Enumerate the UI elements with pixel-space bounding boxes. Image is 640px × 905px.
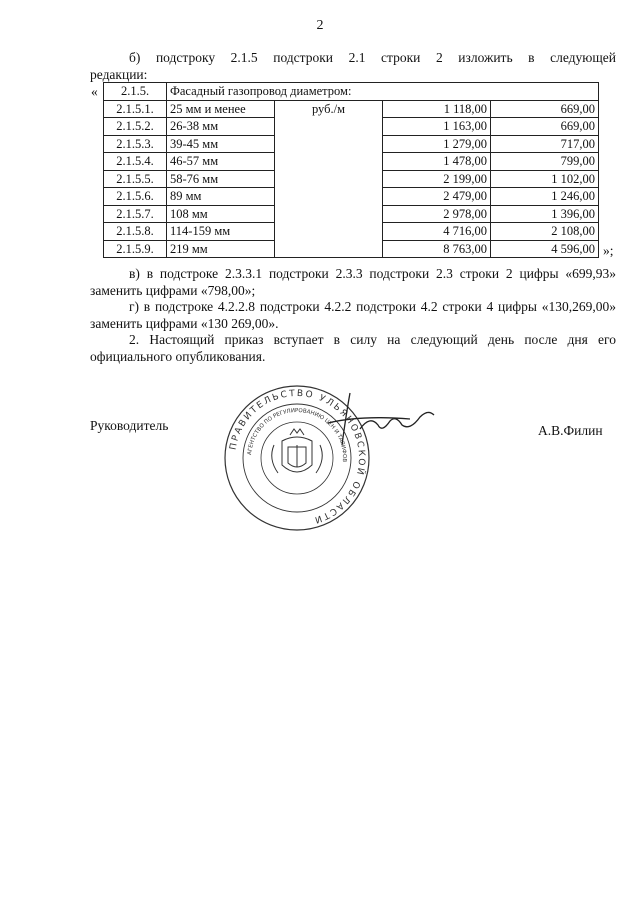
- signer-name: А.В.Филин: [538, 423, 603, 438]
- table-header-code: 2.1.5.: [104, 83, 167, 101]
- row-diameter: 26-38 мм: [167, 118, 275, 136]
- row-diameter: 89 мм: [167, 188, 275, 206]
- tariff-table: [103, 82, 599, 258]
- row-value-1: 4 716,00: [383, 223, 491, 241]
- handwritten-signature: [320, 385, 450, 455]
- row-code: 2.1.5.1.: [104, 100, 167, 118]
- row-value-1: 2 978,00: [383, 205, 491, 223]
- row-diameter: 39-45 мм: [167, 135, 275, 153]
- row-value-1: 2 479,00: [383, 188, 491, 206]
- row-diameter: 114-159 мм: [167, 223, 275, 241]
- row-diameter: 46-57 мм: [167, 153, 275, 171]
- row-diameter: 25 мм и менее: [167, 100, 275, 118]
- quote-open-mark: «: [91, 84, 98, 99]
- table-row: [104, 100, 599, 118]
- paragraph-b-line2: редакции:: [90, 67, 148, 82]
- quote-close-mark: »;: [603, 243, 614, 258]
- row-value-1: 1 163,00: [383, 118, 491, 136]
- unit-cell: руб./м: [275, 100, 383, 258]
- row-value-2: 799,00: [491, 153, 599, 171]
- table-header-row: [104, 83, 599, 101]
- row-code: 2.1.5.6.: [104, 188, 167, 206]
- row-diameter: 58-76 мм: [167, 170, 275, 188]
- row-value-2: 2 108,00: [491, 223, 599, 241]
- row-value-2: 1 246,00: [491, 188, 599, 206]
- coat-of-arms-icon: [272, 429, 323, 473]
- row-code: 2.1.5.8.: [104, 223, 167, 241]
- page-number: 2: [316, 18, 324, 33]
- row-value-1: 2 199,00: [383, 170, 491, 188]
- row-value-2: 1 102,00: [491, 170, 599, 188]
- row-code: 2.1.5.5.: [104, 170, 167, 188]
- row-value-1: 1 279,00: [383, 135, 491, 153]
- row-code: 2.1.5.2.: [104, 118, 167, 136]
- seal-outer-text: ПРАВИТЕЛЬСТВО УЛЬЯНОВСКОЙ ОБЛАСТИ: [228, 388, 367, 525]
- paragraph-v: в) в подстроке 2.3.3.1 подстроки 2.3.3 подстроки 2.3 строки 2 цифры «699,93» заменить цифрами «798,00»;: [90, 266, 616, 298]
- paragraph-g: г) в подстроке 4.2.2.8 подстроки 4.2.2 подстроки 4.2 строки 4 цифры «130,269,00» заменить цифрами «130 269,00».: [90, 299, 616, 331]
- row-diameter: 219 мм: [167, 240, 275, 258]
- row-value-2: 4 596,00: [491, 240, 599, 258]
- row-code: 2.1.5.4.: [104, 153, 167, 171]
- paragraph-b-line1: б) подстроку 2.1.5 подстроки 2.1 строки 2 изложить в следующей: [129, 50, 616, 65]
- signer-title: Руководитель: [90, 418, 169, 433]
- row-value-2: 669,00: [491, 100, 599, 118]
- table-header-title: Фасадный газопровод диаметром:: [167, 83, 599, 101]
- row-code: 2.1.5.9.: [104, 240, 167, 258]
- row-value-1: 8 763,00: [383, 240, 491, 258]
- row-value-1: 1 478,00: [383, 153, 491, 171]
- row-code: 2.1.5.3.: [104, 135, 167, 153]
- row-value-2: 669,00: [491, 118, 599, 136]
- row-diameter: 108 мм: [167, 205, 275, 223]
- row-value-2: 717,00: [491, 135, 599, 153]
- row-value-2: 1 396,00: [491, 205, 599, 223]
- seal-inner-text: АГЕНТСТВО ПО РЕГУЛИРОВАНИЮ ЦЕН И ТАРИФОВ: [247, 407, 348, 463]
- row-code: 2.1.5.7.: [104, 205, 167, 223]
- paragraph-2: 2. Настоящий приказ вступает в силу на следующий день после дня его официального опубликования.: [90, 332, 616, 364]
- row-value-1: 1 118,00: [383, 100, 491, 118]
